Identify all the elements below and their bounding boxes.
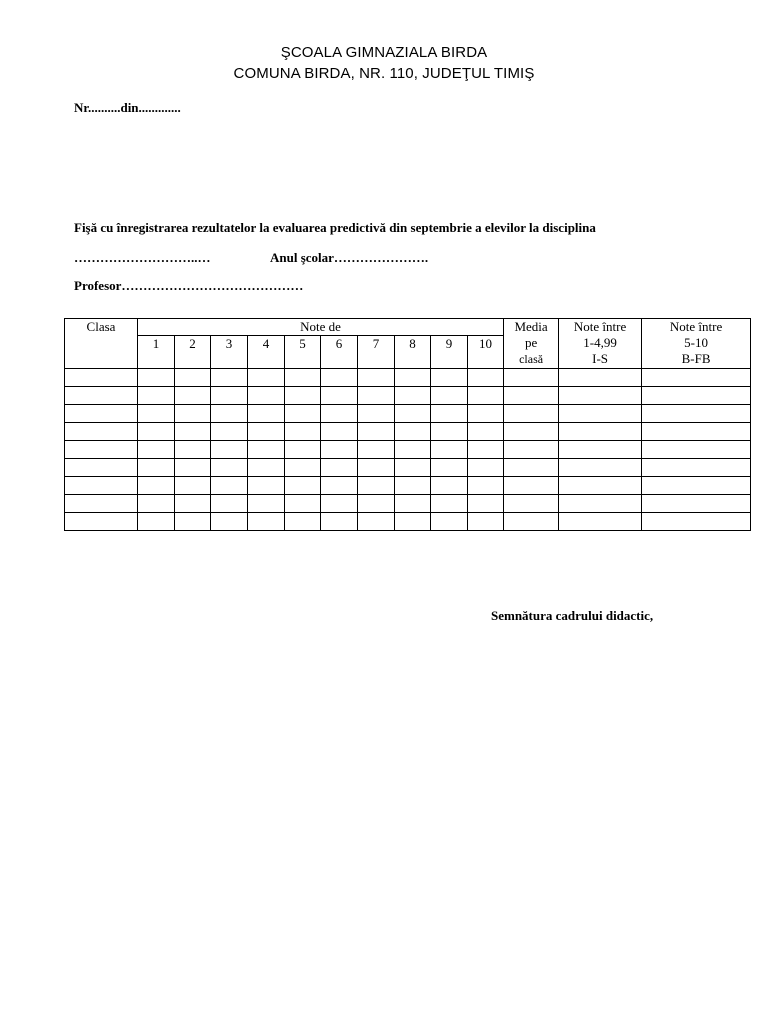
table-cell xyxy=(285,495,321,513)
table-cell xyxy=(65,423,138,441)
table-cell xyxy=(211,387,248,405)
table-cell xyxy=(395,423,431,441)
table-row xyxy=(65,423,751,441)
table-cell xyxy=(559,423,642,441)
grade-header: 4 xyxy=(248,336,285,369)
table-cell xyxy=(559,369,642,387)
table-cell xyxy=(504,423,559,441)
table-cell xyxy=(175,495,211,513)
table-cell xyxy=(175,423,211,441)
grade-header: 5 xyxy=(285,336,321,369)
table-cell xyxy=(248,459,285,477)
table-cell xyxy=(211,513,248,531)
header-media-line1: Media xyxy=(514,319,548,334)
table-cell xyxy=(248,387,285,405)
table-cell xyxy=(248,405,285,423)
table-cell xyxy=(358,441,395,459)
table-cell xyxy=(642,495,751,513)
table-cell xyxy=(321,441,358,459)
table-cell xyxy=(321,459,358,477)
signature-label: Semnătura cadrului didactic, xyxy=(491,608,654,623)
table-cell xyxy=(285,423,321,441)
discipline-blank: ………………………..… xyxy=(74,250,211,265)
table-cell xyxy=(285,441,321,459)
form-title: Fişă cu înregistrarea rezultatelor la evaluarea predictivă din septembrie a elevilor la disciplina xyxy=(74,220,596,235)
table-cell xyxy=(321,513,358,531)
table-cell xyxy=(642,405,751,423)
grade-header: 7 xyxy=(358,336,395,369)
table-cell xyxy=(138,441,175,459)
table-cell xyxy=(642,513,751,531)
table-cell xyxy=(138,405,175,423)
header-note-high xyxy=(642,319,751,369)
header-note-high-line2: 5-10 xyxy=(684,335,708,350)
table-body xyxy=(65,369,751,531)
table-cell xyxy=(395,441,431,459)
table-cell xyxy=(395,459,431,477)
table-header-row xyxy=(65,319,751,336)
table-cell xyxy=(65,477,138,495)
table-cell xyxy=(248,477,285,495)
table-cell xyxy=(468,477,504,495)
table-cell xyxy=(358,423,395,441)
table-cell xyxy=(175,477,211,495)
table-cell xyxy=(395,495,431,513)
table-cell xyxy=(468,495,504,513)
teacher-field: Profesor…………………………………… xyxy=(74,278,304,293)
table-cell xyxy=(211,495,248,513)
table-cell xyxy=(65,369,138,387)
table-cell xyxy=(285,513,321,531)
table-cell xyxy=(642,441,751,459)
table-cell xyxy=(138,495,175,513)
table-cell xyxy=(321,369,358,387)
table-cell xyxy=(358,459,395,477)
table-cell xyxy=(285,459,321,477)
table-cell xyxy=(504,405,559,423)
table-cell xyxy=(138,477,175,495)
header-note-high-line3: B-FB xyxy=(681,351,711,366)
table-cell xyxy=(65,513,138,531)
table-cell xyxy=(468,387,504,405)
table-row xyxy=(65,405,751,423)
header-note-low-line1: Note între xyxy=(573,319,627,334)
table-cell xyxy=(642,387,751,405)
table-cell xyxy=(248,441,285,459)
table-cell xyxy=(504,387,559,405)
table-cell xyxy=(431,477,468,495)
table-cell xyxy=(321,405,358,423)
grade-header: 1 xyxy=(138,336,175,369)
table-cell xyxy=(559,387,642,405)
table-cell xyxy=(248,495,285,513)
table-cell xyxy=(285,477,321,495)
table-cell xyxy=(358,477,395,495)
table-cell xyxy=(559,477,642,495)
table-cell xyxy=(358,495,395,513)
table-row xyxy=(65,369,751,387)
table-cell xyxy=(285,387,321,405)
table-cell xyxy=(431,369,468,387)
grade-header: 6 xyxy=(321,336,358,369)
table-cell xyxy=(211,477,248,495)
table-cell xyxy=(138,513,175,531)
table-cell xyxy=(431,513,468,531)
table-cell xyxy=(211,459,248,477)
table-cell xyxy=(358,513,395,531)
table-cell xyxy=(468,405,504,423)
table-cell xyxy=(321,477,358,495)
school-year-field: Anul şcolar…………………. xyxy=(270,250,429,265)
table-cell xyxy=(211,441,248,459)
school-name: ŞCOALA GIMNAZIALA BIRDA xyxy=(280,44,488,61)
table-cell xyxy=(395,387,431,405)
table-row xyxy=(65,459,751,477)
table-cell xyxy=(395,369,431,387)
table-row xyxy=(65,387,751,405)
table-cell xyxy=(559,495,642,513)
table-cell xyxy=(395,513,431,531)
table-row xyxy=(65,495,751,513)
school-address: COMUNA BIRDA, NR. 110, JUDEŢUL TIMIŞ xyxy=(233,65,535,82)
table-cell xyxy=(642,369,751,387)
table-cell xyxy=(211,369,248,387)
table-cell xyxy=(468,423,504,441)
table-cell xyxy=(504,369,559,387)
table-cell xyxy=(642,477,751,495)
table-cell xyxy=(504,477,559,495)
table-cell xyxy=(358,405,395,423)
table-cell xyxy=(642,459,751,477)
header-note-low-line3: I-S xyxy=(592,351,609,366)
registration-number: Nr..........din............. xyxy=(74,100,181,115)
table-cell xyxy=(468,441,504,459)
table-cell xyxy=(504,495,559,513)
table-cell xyxy=(248,423,285,441)
table-cell xyxy=(175,441,211,459)
table-row xyxy=(65,513,751,531)
header-media-line3: clasă xyxy=(519,352,544,366)
table-cell xyxy=(431,495,468,513)
header-note-high-line1: Note între xyxy=(669,319,723,334)
table-cell xyxy=(175,513,211,531)
table-row xyxy=(65,441,751,459)
table-cell xyxy=(65,441,138,459)
table-cell xyxy=(175,369,211,387)
table-cell xyxy=(138,369,175,387)
table-cell xyxy=(395,405,431,423)
table-cell xyxy=(65,495,138,513)
table-cell xyxy=(504,513,559,531)
table-cell xyxy=(395,477,431,495)
table-cell xyxy=(468,513,504,531)
table-cell xyxy=(175,405,211,423)
table-cell xyxy=(559,441,642,459)
header-media-line2: pe xyxy=(524,335,538,350)
table-cell xyxy=(559,405,642,423)
table-cell xyxy=(358,387,395,405)
table-row xyxy=(65,477,751,495)
table-cell xyxy=(431,441,468,459)
table-cell xyxy=(211,405,248,423)
grade-header: 8 xyxy=(395,336,431,369)
header-note-low xyxy=(559,319,642,369)
table-cell xyxy=(431,423,468,441)
table-cell xyxy=(138,423,175,441)
table-cell xyxy=(431,387,468,405)
grade-header: 9 xyxy=(431,336,468,369)
table-cell xyxy=(358,369,395,387)
table-cell xyxy=(321,387,358,405)
table-cell xyxy=(175,459,211,477)
header-clasa: Clasa xyxy=(65,319,138,369)
table-cell xyxy=(285,369,321,387)
table-cell xyxy=(431,459,468,477)
grade-header: 10 xyxy=(468,336,504,369)
table-cell xyxy=(321,423,358,441)
table-cell xyxy=(468,369,504,387)
table-cell xyxy=(138,387,175,405)
results-table xyxy=(64,318,751,531)
table-cell xyxy=(211,423,248,441)
table-cell xyxy=(559,459,642,477)
header-media xyxy=(504,319,559,369)
table-cell xyxy=(642,423,751,441)
table-cell xyxy=(559,513,642,531)
grade-header: 2 xyxy=(175,336,211,369)
table-cell xyxy=(248,513,285,531)
table-cell xyxy=(468,459,504,477)
table-cell xyxy=(65,459,138,477)
header-note-de: Note de xyxy=(138,319,504,336)
table-cell xyxy=(431,405,468,423)
table-cell xyxy=(65,405,138,423)
table-cell xyxy=(65,387,138,405)
table-cell xyxy=(175,387,211,405)
table-cell xyxy=(504,459,559,477)
table-cell xyxy=(321,495,358,513)
grade-header: 3 xyxy=(211,336,248,369)
table-cell xyxy=(248,369,285,387)
table-cell xyxy=(504,441,559,459)
table-cell xyxy=(138,459,175,477)
header-note-low-line2: 1-4,99 xyxy=(583,335,617,350)
table-cell xyxy=(285,405,321,423)
